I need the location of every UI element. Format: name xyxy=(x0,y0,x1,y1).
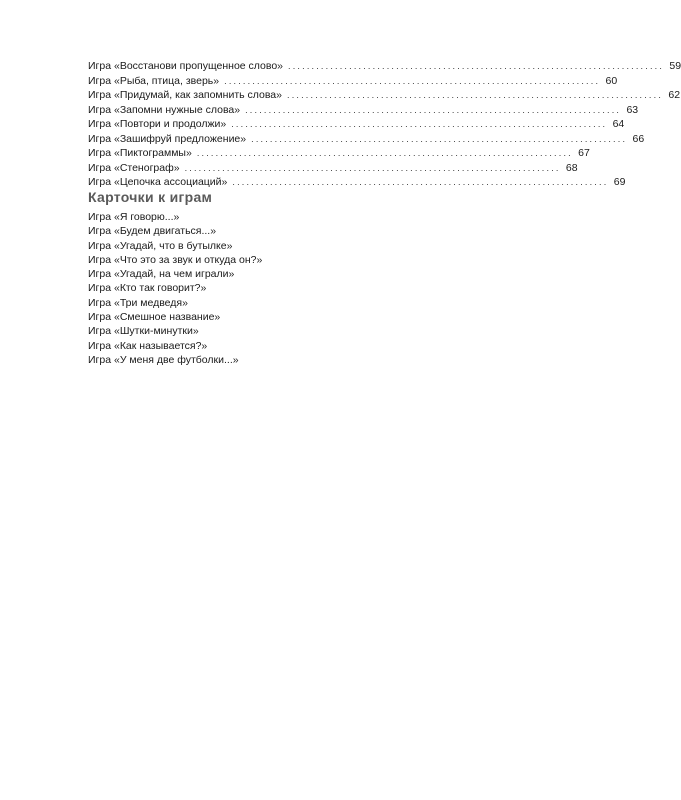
toc-entry-page: 67 xyxy=(578,147,590,159)
toc-dot-leader: ................................................................................ xyxy=(245,104,622,115)
toc-entry-page: 68 xyxy=(565,161,578,174)
toc-dot-leader: ................................................................................ xyxy=(251,133,628,144)
toc-dot-leader: ................................................................................ xyxy=(184,162,561,173)
toc-entry-title: Игра «Восстанови пропущенное слово» xyxy=(88,60,284,72)
list-item: Игра «Я говорю...» xyxy=(88,211,180,223)
toc-entry-title: Игра «Цепочка ассоциаций» xyxy=(88,176,228,188)
toc-entry xyxy=(88,132,645,147)
toc-entry-title: Игра «Стенограф» xyxy=(88,161,180,174)
toc-dot-leader: ................................................................................ xyxy=(196,148,573,158)
toc-entry-page: 63 xyxy=(626,103,639,116)
list-item: Игра «Будем двигаться...» xyxy=(88,225,217,238)
toc-entry-title: Игра «Запомни нужные слова» xyxy=(88,103,241,116)
toc-entry-page: 64 xyxy=(612,118,625,130)
toc-dot-leader: ................................................................................ xyxy=(287,90,664,100)
list-item: Игра «Что это за звук и откуда он?» xyxy=(88,253,263,266)
list-item: Игра «Шутки-минутки» xyxy=(88,325,199,338)
toc-entry-title: Игра «Зашифруй предложение» xyxy=(88,132,247,145)
cards-list xyxy=(88,210,388,367)
list-item: Игра «Угадай, что в бутылке» xyxy=(88,239,233,252)
toc-dot-leader: ................................................................................ xyxy=(232,177,609,187)
toc-dot-leader: ................................................................................ xyxy=(288,61,665,71)
list-item: Игра «Угадай, на чем играли» xyxy=(88,268,235,281)
list-item: Игра «Три медведя» xyxy=(88,296,188,309)
toc-entry xyxy=(88,74,618,89)
toc-dot-leader: ................................................................................ xyxy=(231,119,608,129)
list-item: Игра «Кто так говорит?» xyxy=(88,282,207,295)
toc-entry xyxy=(88,175,626,190)
list-item: Игра «Как называется?» xyxy=(88,339,208,352)
toc-entry-title: Игра «Придумай, как запомнить слова» xyxy=(88,89,282,101)
toc-entry-page: 69 xyxy=(613,176,626,188)
toc-entry-title: Игра «Рыба, птица, зверь» xyxy=(88,74,220,87)
toc-entry xyxy=(88,146,590,161)
toc-entry xyxy=(88,88,681,103)
toc-entry xyxy=(88,103,639,118)
toc-dot-leader: ................................................................................ xyxy=(224,75,601,86)
toc-entry xyxy=(88,161,578,176)
toc-entry-title: Игра «Повтори и продолжи» xyxy=(88,118,227,130)
list-item: Игра «Смешное название» xyxy=(88,311,221,324)
toc-entry xyxy=(88,59,681,74)
section-heading: Карточки к играм xyxy=(88,189,213,205)
toc-entry-page: 62 xyxy=(668,89,681,101)
toc-entry-title: Игра «Пиктограммы» xyxy=(88,147,192,159)
toc-entry-page: 60 xyxy=(605,74,618,87)
toc-entry xyxy=(88,117,625,132)
toc-entry-page: 66 xyxy=(632,132,645,145)
toc-entry-page: 59 xyxy=(669,60,681,72)
table-of-contents xyxy=(88,59,681,190)
list-item: Игра «У меня две футболки...» xyxy=(88,353,239,366)
